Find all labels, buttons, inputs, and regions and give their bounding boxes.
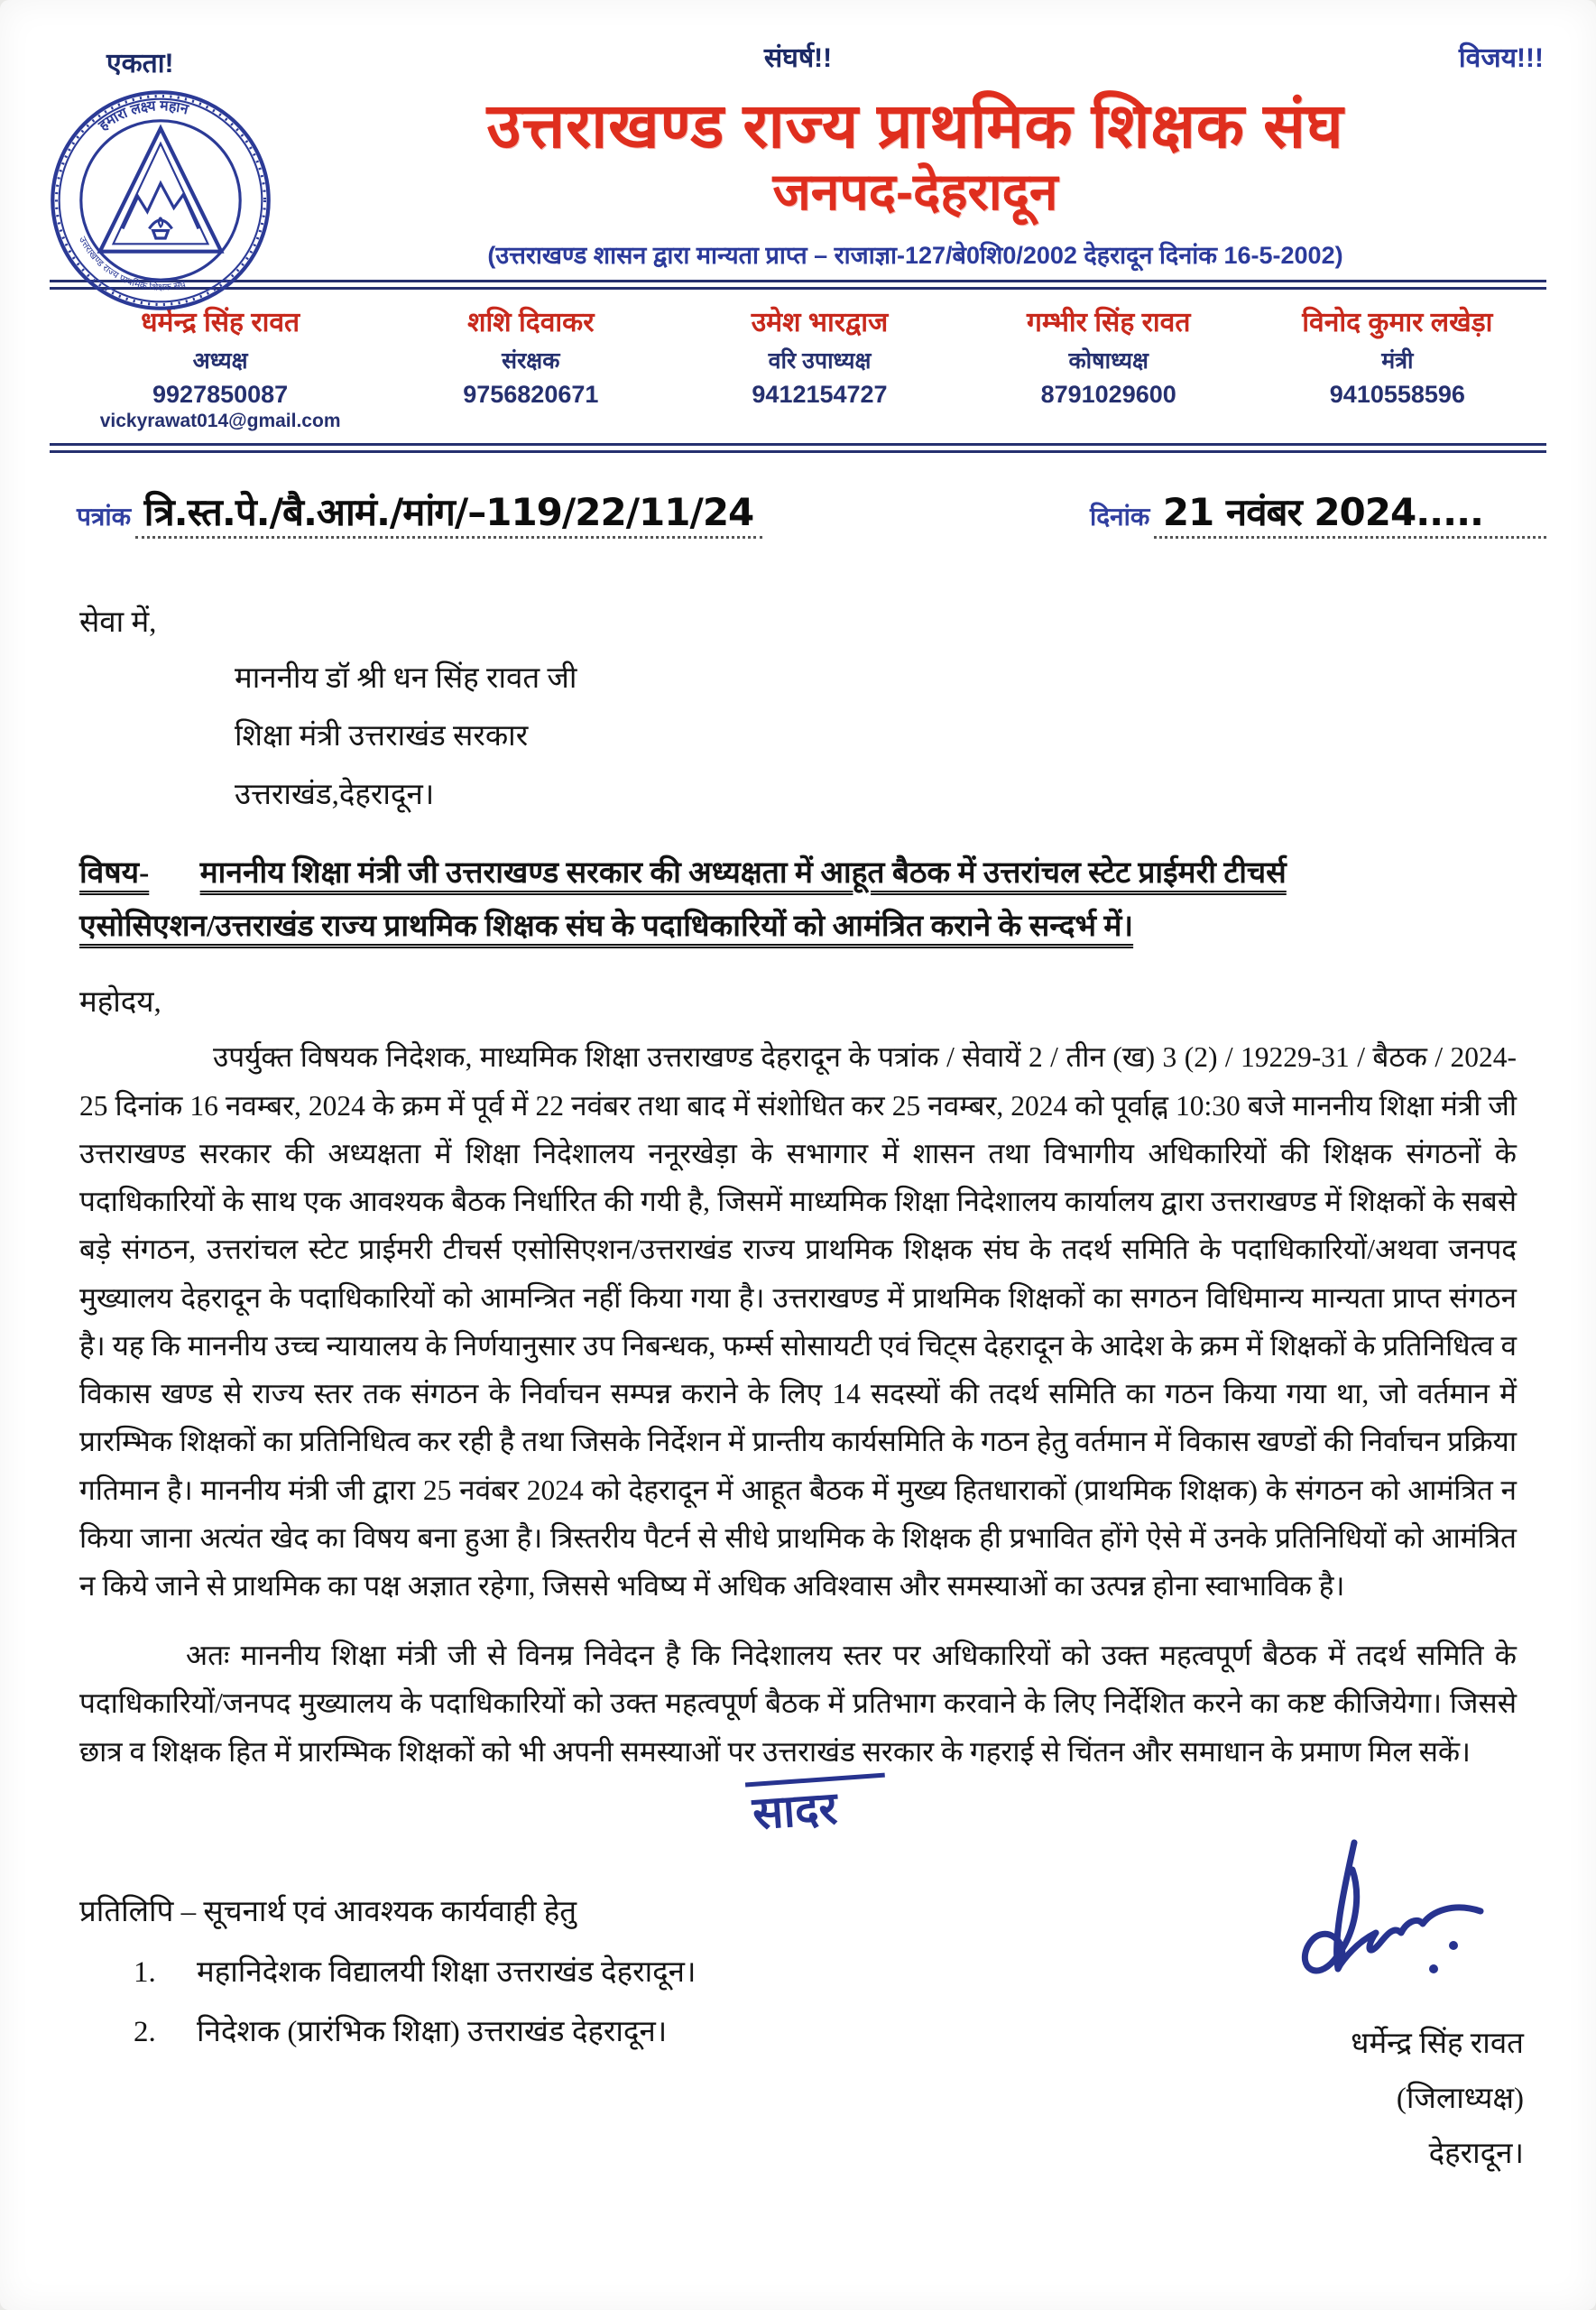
date-label: दिनांक (1089, 503, 1150, 531)
officer-phone: 8791029600 (1040, 381, 1176, 409)
slogan-struggle: संघर्ष!! (763, 43, 833, 73)
copy-item-text: निदेशक (प्रारंभिक शिक्षा) उत्तराखंड देहरादून। (197, 2015, 668, 2048)
signatory-designation: (जिलाध्यक्ष) (1396, 2083, 1524, 2116)
body-paragraph-1: उपर्युक्त विषयक निदेशक, माध्यमिक शिक्षा उत्तराखण्ड देहरादून के पत्रांक / सेवायें 2 / तीन (ख) 3 (2) / 19229-31 / बैठक / 2024-25 दिनांक 16 नवम्बर, 2024 के क्रम में पूर्व में 22 नवंबर तथा बाद में संशोधित कर 25 नवम्बर, 2024 को पूर्वाह्न 10:30 बजे माननीय शिक्षा मंत्री जी उत्तराखण्ड सरकार की अध्यक्षता में शिक्षा निदेशालय ननूरखेड़ा के सभागार में शासन तथा विभागीय अधिकारियों की शिक्षक संगठनों के पदाधिकारियों के साथ एक आवश्यक बैठक निर्धारित की गयी है, जिसमें माध्यमिक शिक्षा निदेशालय कार्यालय द्वारा उत्तराखण्ड में शिक्षकों के सबसे बड़े संगठन, उत्तरांचल स्टेट प्राईमरी टीचर्स एसोसिएशन/उत्तराखंड राज्य प्राथमिक शिक्षक संघ के तदर्थ समिति के पदाधिकारियों/अथवा जनपद मुख्यालय देहरादून के पदाधिकारियों को आमन्त्रित नहीं किया गया है। उत्तराखण्ड में प्राथमिक शिक्षकों का सगठन विधिमान्य मान्यता प्राप्त संगठन है। यह कि माननीय उच्च न्यायालय के निर्णयानुसार उप निबन्धक, फर्म्स सोसायटी एवं चिट्स देहरादून के आदेश के क्रम में शिक्षकों के प्रतिनिधित्व व विकास खण्ड से राज्य स्तर तक संगठन के निर्वाचन सम्पन्न कराने के लिए 14 सदस्यों की तदर्थ समिति का गठन किया गया था, जो वर्तमान में प्रारम्भिक शिक्षकों का प्रतिनिधित्व कर रही है तथा जिसके निर्देशन में प्रान्तीय कार्यसमिति के गठन हेतु वर्तमान में विकास खण्डों की निर्वाचन प्रक्रिया गतिमान है। माननीय मंत्री जी द्वारा 25 नवंबर 2024 को देहरादून में आहूत बैठक में मुख्य हितधाराकों (प्राथमिक शिक्षक) के संगठन को आमंत्रित न किया जाना अत्यंत खेद का विषय बना हुआ है। त्रिस्तरीय पैटर्न से सीधे प्राथमिक के शिक्षक ही प्रभावित होंगे ऐसे में उनके प्रतिनिधियों को आमंत्रित न किये जाने से प्राथमिक का पक्ष अज्ञात रहेगा, जिससे भविष्य में अधिक अविश्वास और समस्याओं का उत्पन्न होना स्वाभाविक है। (79, 1041, 1517, 1602)
officer-phone: 9756820671 (463, 381, 599, 409)
officer-name: गम्भीर सिंह रावत (1026, 308, 1191, 338)
subject-line-1: माननीय शिक्षा मंत्री जी उत्तराखण्ड सरकार की अध्यक्षता में आहूत बैठक में उत्तरांचल स्टेट प्राईमरी टीचर्स (199, 856, 1287, 891)
copy-heading: प्रतिलिपि – सूचनार्थ एवं आवश्यक कार्यवाही हेतु (79, 1895, 577, 1928)
signatory-place: देहरादून। (1428, 2138, 1524, 2171)
recipient-line: माननीय डॉ श्री धन सिंह रावत जी (235, 662, 577, 696)
signature-scribble (1217, 1832, 1488, 2012)
signatory-lines (1091, 2017, 1524, 2182)
org-subtitle: जनपद-देहरादून (772, 163, 1058, 222)
officer-role: वरि उपाध्यक्ष (768, 348, 872, 374)
officer-name: शशि दिवाकर (467, 308, 595, 338)
association-logo (47, 87, 274, 314)
subject-block (79, 847, 1517, 953)
officer-phone: 9412154727 (752, 381, 888, 409)
copy-item-number: 2. (134, 2015, 156, 2048)
recipient-address (235, 650, 1517, 824)
signatory-name: धर्मेन्द्र सिंह रावत (1351, 2028, 1524, 2060)
officer-phone: 9927850087 (152, 381, 289, 409)
reference-number-group (77, 485, 762, 537)
officer-president (54, 302, 386, 432)
officer-role: मंत्री (1381, 348, 1414, 374)
officer-treasurer (964, 302, 1253, 432)
slogan-row (0, 0, 1596, 87)
signature-block (1091, 1832, 1524, 2182)
recipient-salutation: सेवा में, (79, 606, 157, 640)
logo-arc-top-text: हमारा लक्ष्य महान (96, 98, 190, 134)
subject-label: विषय- (79, 856, 150, 891)
officer-name: धर्मेन्द्र सिंह रावत (141, 308, 300, 338)
reference-label: पत्रांक (77, 503, 132, 531)
slogan-victory: विजय!!! (1458, 43, 1544, 73)
copy-item-text: महानिदेशक विद्यालयी शिक्षा उत्तराखंड देहरादून। (197, 1955, 697, 1989)
handwritten-regards: सादर (745, 1773, 889, 1842)
header-rule-bottom (50, 443, 1546, 453)
officer-role: कोषाध्यक्ष (1068, 348, 1149, 374)
officer-phone: 9410558596 (1329, 381, 1465, 409)
officers-row (54, 302, 1542, 432)
officer-name: उमेश भारद्वाज (751, 308, 889, 338)
officer-minister (1253, 302, 1542, 432)
copy-item-number: 1. (134, 1955, 156, 1989)
officer-senior-vp (675, 302, 964, 432)
officer-role: अध्यक्ष (192, 348, 248, 374)
registration-line: (उत्तराखण्ड शासन द्वारा मान्यता प्राप्त – राजाज्ञा-127/बे0शि0/2002 देहरादून दिनांक 16-5-2002) (487, 242, 1343, 270)
reference-number: त्रि.स्त.पे./बै.आमं./मांग/–119/22/11/24 (135, 490, 763, 539)
officer-email: vickyrawat014@gmail.com (99, 411, 341, 432)
officer-role: संरक्षक (502, 348, 560, 374)
slogan-unity: एकता! (106, 49, 174, 79)
officer-patron (386, 302, 675, 432)
greeting: महोदय, (79, 986, 161, 1020)
reference-row (77, 485, 1546, 537)
org-title: उत्तराखण्ड राज्य प्राथमिक शिक्षक संघ (486, 91, 1344, 161)
letter-date: 21 नवंबर 2024..... (1154, 490, 1546, 539)
logo-arc-bottom-text: उत्तराखण्ड राज्य प्राथमिक शिक्षक संघ (76, 235, 188, 293)
date-group (1090, 485, 1546, 537)
body-paragraph-2: अतः माननीय शिक्षा मंत्री जी से विनम्र निवेदन है कि निदेशालय स्तर पर अधिकारियों को उक्त महत्वपूर्ण बैठक में तदर्थ समिति के पदाधिकारियों/जनपद मुख्यालय के पदाधिकारियों को उक्त महत्वपूर्ण बैठक में प्रतिभाग करवाने के लिए निर्देशित करने का कष्ट कीजियेगा। जिससे छात्र व शिक्षक हित में प्रारम्भिक शिक्षकों को भी अपनी समस्याओं पर उत्तराखंड सरकार के गहराई से चिंतन और समाधान के प्रमाण मिल सकें। (79, 1640, 1517, 1768)
officer-name: विनोद कुमार लखेड़ा (1302, 308, 1493, 338)
letterhead (271, 91, 1560, 271)
recipient-line: उत्तराखंड,देहरादून। (235, 778, 435, 811)
recipient-line: शिक्षा मंत्री उत्तराखंड सरकार (235, 720, 529, 753)
subject-line-2: एसोसिएशन/उत्तराखंड राज्य प्राथमिक शिक्षक संघ के पदाधिकारियों को आमंत्रित कराने के सन्दर्भ में। (79, 909, 1134, 943)
